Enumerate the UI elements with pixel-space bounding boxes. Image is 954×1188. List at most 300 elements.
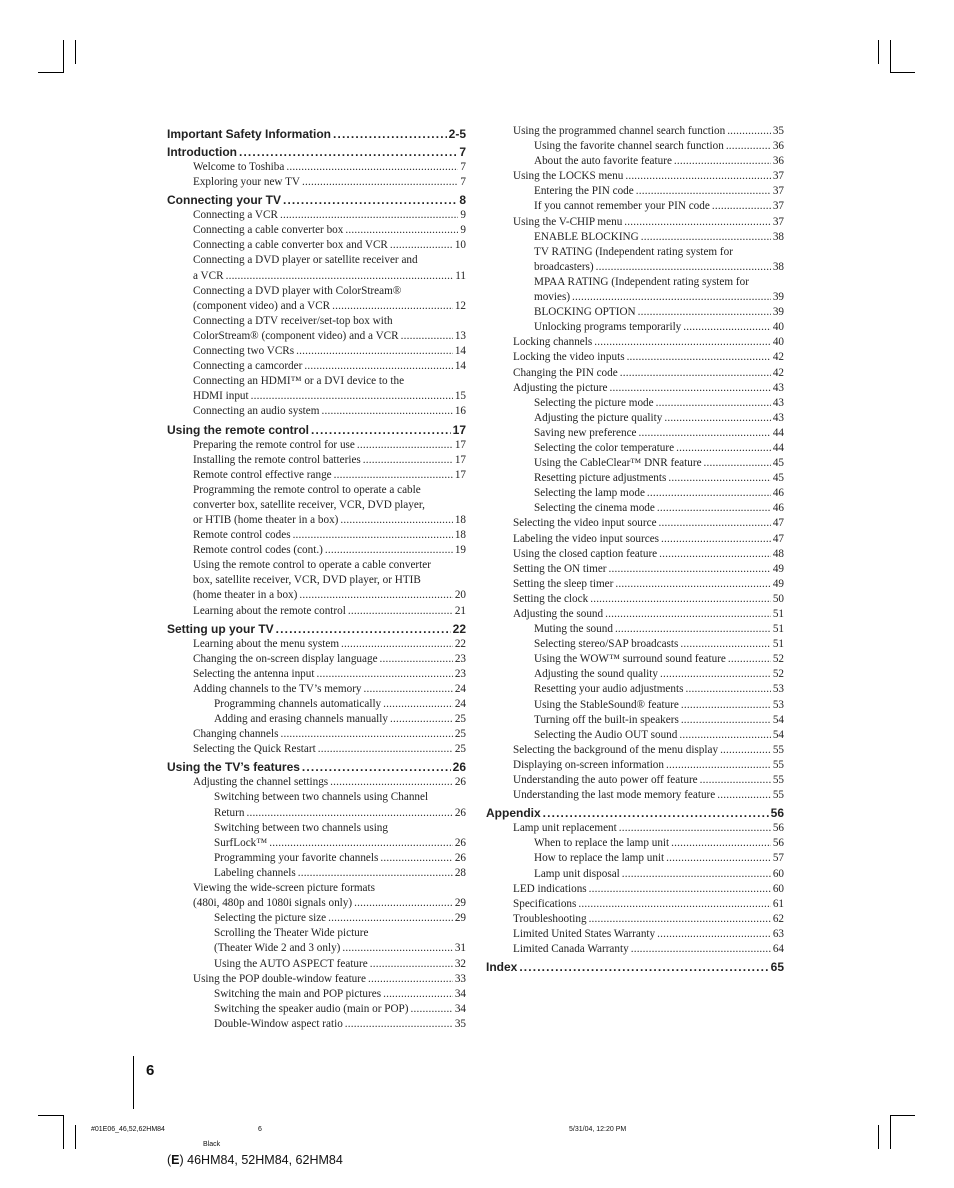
toc-page-number: 64 bbox=[772, 942, 784, 955]
toc-entry-title: Connecting a cable converter box bbox=[193, 224, 344, 237]
toc-left-column bbox=[167, 124, 466, 1032]
toc-entry-text: Switching between two channels using Channel bbox=[214, 791, 429, 804]
toc-entry-text: converter box, satellite receiver, VCR, DVD player, bbox=[193, 498, 425, 511]
toc-section-heading[interactable] bbox=[167, 759, 466, 775]
toc-entry[interactable] bbox=[167, 712, 466, 727]
dot-leader bbox=[302, 759, 451, 775]
toc-page-number: 37 bbox=[772, 200, 784, 213]
toc-entry-title: Connecting a VCR bbox=[193, 209, 278, 222]
toc-entry-text: Using the remote control to operate a cable converter bbox=[193, 559, 431, 572]
toc-page-number: 19 bbox=[454, 544, 466, 557]
toc-page-number: 44 bbox=[772, 441, 784, 454]
toc-entry[interactable] bbox=[486, 532, 784, 547]
toc-entry-title: Learning about the remote control bbox=[193, 604, 346, 617]
dot-leader bbox=[390, 238, 453, 253]
dot-leader bbox=[720, 743, 771, 758]
toc-entry[interactable] bbox=[486, 260, 784, 275]
toc-entry-text: Connecting an HDMI™ or a DVI device to the bbox=[193, 375, 405, 388]
toc-entry[interactable] bbox=[486, 199, 784, 214]
toc-entry[interactable] bbox=[486, 622, 784, 637]
dot-leader bbox=[661, 532, 771, 547]
crop-mark bbox=[878, 1125, 879, 1149]
toc-page-number: 18 bbox=[454, 513, 466, 526]
toc-page-number: 56 bbox=[772, 822, 784, 835]
dot-leader bbox=[664, 411, 770, 426]
toc-entry[interactable] bbox=[167, 742, 466, 757]
toc-entry[interactable] bbox=[167, 528, 466, 543]
dot-leader bbox=[246, 806, 452, 821]
toc-page-number: 53 bbox=[772, 698, 784, 711]
dot-leader bbox=[293, 528, 453, 543]
dot-leader bbox=[727, 124, 771, 139]
toc-entry[interactable] bbox=[486, 912, 784, 927]
toc-page-number: 18 bbox=[454, 529, 466, 542]
toc-entry-title: Saving new preference bbox=[534, 426, 637, 439]
toc-entry[interactable] bbox=[486, 441, 784, 456]
toc-entry[interactable] bbox=[167, 604, 466, 619]
dot-leader bbox=[341, 637, 453, 652]
toc-entry-text: Scrolling the Theater Wide picture bbox=[214, 927, 369, 940]
dot-leader bbox=[383, 987, 453, 1002]
dot-leader bbox=[572, 290, 771, 305]
toc-entry-text: TV RATING (Independent rating system for bbox=[534, 245, 733, 258]
toc-entry[interactable] bbox=[167, 1017, 466, 1032]
toc-entry[interactable] bbox=[486, 456, 784, 471]
dot-leader bbox=[627, 350, 771, 365]
dot-leader bbox=[704, 456, 771, 471]
toc-entry[interactable] bbox=[167, 359, 466, 374]
dot-leader bbox=[304, 359, 452, 374]
crop-mark bbox=[63, 1115, 64, 1149]
dot-leader bbox=[589, 882, 771, 897]
toc-entry[interactable] bbox=[167, 775, 466, 790]
dot-leader bbox=[659, 516, 771, 531]
toc-entry[interactable] bbox=[486, 758, 784, 773]
toc-entry[interactable] bbox=[167, 652, 466, 667]
toc-entry[interactable] bbox=[167, 269, 466, 284]
toc-entry[interactable] bbox=[167, 972, 466, 987]
toc-entry-title: Using the TV’s features bbox=[167, 760, 300, 775]
toc-entry[interactable] bbox=[167, 851, 466, 866]
toc-entry-title: Connecting an audio system bbox=[193, 405, 320, 418]
toc-entry[interactable] bbox=[486, 607, 784, 622]
toc-page-number: 49 bbox=[772, 562, 784, 575]
toc-page-number: 49 bbox=[772, 577, 784, 590]
toc-page-number: 26 bbox=[454, 836, 466, 849]
toc-page-number: 13 bbox=[454, 329, 466, 342]
toc-entry-title: Selecting the picture size bbox=[214, 912, 327, 925]
dot-leader bbox=[659, 547, 771, 562]
toc-page-number: 33 bbox=[454, 972, 466, 985]
toc-entry[interactable] bbox=[486, 169, 784, 184]
dot-leader bbox=[668, 471, 770, 486]
toc-page-number: 37 bbox=[772, 170, 784, 183]
toc-entry[interactable] bbox=[167, 588, 466, 603]
toc-entry-title: Turning off the built-in speakers bbox=[534, 713, 679, 726]
toc-page-number: 51 bbox=[772, 638, 784, 651]
toc-entry[interactable] bbox=[486, 154, 784, 169]
toc-entry-text: Connecting a DVD player with ColorStream® bbox=[193, 284, 402, 297]
toc-entry-title: Troubleshooting bbox=[513, 912, 587, 925]
toc-page-number: 51 bbox=[772, 623, 784, 636]
toc-page-number: 65 bbox=[770, 960, 784, 975]
dot-leader bbox=[299, 588, 452, 603]
toc-page-number: 52 bbox=[772, 653, 784, 666]
toc-entry[interactable] bbox=[486, 516, 784, 531]
toc-entry[interactable] bbox=[486, 411, 784, 426]
toc-entry-title: If you cannot remember your PIN code bbox=[534, 200, 710, 213]
toc-entry-title: Using the V-CHIP menu bbox=[513, 215, 623, 228]
toc-page-number: 29 bbox=[454, 897, 466, 910]
toc-entry-title: Resetting your audio adjustments bbox=[534, 683, 684, 696]
dot-leader bbox=[679, 728, 770, 743]
toc-entry[interactable] bbox=[486, 713, 784, 728]
toc-page-number: 24 bbox=[454, 682, 466, 695]
dot-leader bbox=[333, 126, 447, 142]
dot-leader bbox=[681, 713, 771, 728]
toc-entry[interactable] bbox=[486, 426, 784, 441]
toc-entry[interactable] bbox=[167, 667, 466, 682]
toc-entry[interactable] bbox=[486, 867, 784, 882]
toc-entry[interactable] bbox=[167, 543, 466, 558]
toc-entry[interactable] bbox=[167, 866, 466, 881]
dot-leader bbox=[390, 712, 453, 727]
dot-leader bbox=[609, 562, 771, 577]
toc-entry-title: Setting the sleep timer bbox=[513, 577, 614, 590]
toc-entry[interactable] bbox=[486, 927, 784, 942]
toc-entry-title: (480i, 480p and 1080i signals only) bbox=[193, 897, 353, 910]
toc-entry[interactable] bbox=[486, 562, 784, 577]
toc-entry-title: Preparing the remote control for use bbox=[193, 438, 355, 451]
toc-entry[interactable] bbox=[167, 727, 466, 742]
toc-entry-title: Selecting the lamp mode bbox=[534, 487, 645, 500]
toc-entry-title: Welcome to Toshiba bbox=[193, 161, 285, 173]
toc-page-number: 40 bbox=[772, 321, 784, 334]
toc-page-number: 43 bbox=[772, 396, 784, 409]
dot-leader bbox=[605, 607, 771, 622]
toc-entry[interactable] bbox=[486, 381, 784, 396]
dot-leader bbox=[589, 912, 771, 927]
toc-page-number: 48 bbox=[772, 547, 784, 560]
dot-leader bbox=[619, 821, 771, 836]
dot-leader bbox=[622, 867, 771, 882]
dot-leader bbox=[328, 911, 453, 926]
toc-entry-title: Remote control effective range bbox=[193, 468, 332, 481]
toc-entry-title: Understanding the auto power off feature bbox=[513, 774, 698, 787]
crop-mark bbox=[890, 1115, 891, 1149]
toc-page-number: 12 bbox=[454, 299, 466, 312]
toc-entry[interactable] bbox=[167, 911, 466, 926]
dot-leader bbox=[590, 592, 771, 607]
dot-leader bbox=[638, 305, 771, 320]
dot-leader bbox=[334, 468, 453, 483]
toc-entry-text: box, satellite receiver, VCR, DVD player, or HTIB bbox=[193, 574, 421, 587]
toc-page-number: 43 bbox=[772, 411, 784, 424]
toc-entry[interactable] bbox=[486, 897, 784, 912]
crop-mark bbox=[38, 72, 63, 73]
toc-right-column bbox=[486, 124, 784, 975]
toc-entry-title: Lamp unit replacement bbox=[513, 822, 617, 835]
crop-mark bbox=[890, 72, 915, 73]
toc-page-number: 16 bbox=[454, 405, 466, 418]
toc-page-number: 50 bbox=[772, 592, 784, 605]
toc-page-number: 23 bbox=[454, 652, 466, 665]
dot-leader bbox=[636, 184, 771, 199]
toc-page-number: 24 bbox=[454, 698, 466, 710]
toc-entry[interactable] bbox=[486, 682, 784, 697]
toc-page-number: 10 bbox=[454, 239, 466, 252]
toc-entry[interactable] bbox=[486, 305, 784, 320]
toc-entry[interactable] bbox=[486, 290, 784, 305]
toc-page-number: 25 bbox=[454, 743, 466, 756]
toc-page-number: 44 bbox=[772, 426, 784, 439]
toc-entry-title: LED indications bbox=[513, 882, 587, 895]
toc-page-number: 26 bbox=[454, 806, 466, 819]
toc-entry[interactable] bbox=[486, 743, 784, 758]
toc-page-number: 35 bbox=[772, 125, 784, 137]
toc-entry[interactable] bbox=[167, 438, 466, 453]
toc-entry-title: Appendix bbox=[486, 806, 541, 821]
toc-entry[interactable] bbox=[486, 139, 784, 154]
toc-entry-text: Programming the remote control to operate a cable bbox=[193, 483, 421, 496]
toc-page-number: 17 bbox=[454, 453, 466, 466]
dot-leader bbox=[239, 144, 457, 160]
toc-entry-title: Selecting the Audio OUT sound bbox=[534, 728, 678, 741]
toc-section-heading[interactable] bbox=[486, 959, 784, 975]
toc-page-number: 22 bbox=[452, 621, 466, 636]
toc-page-number: 54 bbox=[772, 713, 784, 726]
toc-section-heading[interactable] bbox=[167, 422, 466, 438]
toc-entry[interactable] bbox=[167, 697, 466, 712]
toc-entry-title: (home theater in a box) bbox=[193, 589, 298, 602]
toc-entry[interactable] bbox=[486, 788, 784, 803]
toc-page-number: 61 bbox=[772, 897, 784, 910]
toc-entry-title: Connecting a camcorder bbox=[193, 360, 303, 373]
dot-leader bbox=[625, 169, 770, 184]
dot-leader bbox=[660, 667, 771, 682]
toc-entry[interactable] bbox=[167, 682, 466, 697]
toc-entry[interactable] bbox=[167, 836, 466, 851]
toc-entry[interactable] bbox=[486, 547, 784, 562]
dot-leader bbox=[383, 697, 453, 712]
toc-section-heading[interactable] bbox=[167, 126, 466, 142]
toc-page-number: 55 bbox=[772, 774, 784, 787]
toc-entry-title: Selecting the Quick Restart bbox=[193, 743, 316, 756]
dot-leader bbox=[345, 1017, 453, 1032]
dot-leader bbox=[364, 682, 453, 697]
dot-leader bbox=[683, 320, 771, 335]
toc-page-number: 17 bbox=[452, 422, 466, 437]
toc-page-number: 42 bbox=[772, 351, 784, 364]
toc-entry-title: Changing channels bbox=[193, 728, 279, 741]
dot-leader bbox=[325, 543, 453, 558]
toc-entry[interactable] bbox=[486, 124, 784, 139]
toc-entry[interactable] bbox=[486, 698, 784, 713]
dot-leader bbox=[674, 154, 771, 169]
dot-leader bbox=[615, 577, 770, 592]
toc-entry[interactable] bbox=[486, 577, 784, 592]
toc-page-number: 53 bbox=[772, 683, 784, 696]
toc-entry[interactable] bbox=[486, 821, 784, 836]
toc-section-heading[interactable] bbox=[167, 144, 466, 160]
toc-page-number: 55 bbox=[772, 789, 784, 802]
toc-entry[interactable] bbox=[167, 389, 466, 404]
toc-entry[interactable] bbox=[486, 652, 784, 667]
toc-entry[interactable] bbox=[486, 215, 784, 230]
toc-entry[interactable] bbox=[486, 836, 784, 851]
toc-entry[interactable] bbox=[486, 486, 784, 501]
dot-leader bbox=[269, 836, 453, 851]
toc-entry[interactable] bbox=[486, 942, 784, 957]
toc-page-number: 26 bbox=[452, 760, 466, 775]
toc-page-number: 60 bbox=[772, 882, 784, 895]
toc-entry-title: How to replace the lamp unit bbox=[534, 852, 665, 865]
footer-date: 5/31/04, 12:20 PM bbox=[569, 1126, 627, 1133]
dot-leader bbox=[615, 622, 771, 637]
dot-leader bbox=[280, 727, 452, 742]
toc-page-number: 39 bbox=[772, 291, 784, 304]
toc-page-number: 7 bbox=[460, 176, 466, 189]
toc-entry-title: Muting the sound bbox=[534, 623, 613, 636]
toc-entry[interactable] bbox=[167, 208, 466, 223]
toc-entry[interactable] bbox=[486, 230, 784, 245]
toc-entry[interactable] bbox=[167, 453, 466, 468]
toc-entry[interactable] bbox=[167, 806, 466, 821]
toc-entry[interactable] bbox=[167, 513, 466, 528]
toc-section-heading[interactable] bbox=[486, 805, 784, 821]
toc-entry[interactable] bbox=[486, 471, 784, 486]
toc-entry[interactable] bbox=[486, 366, 784, 381]
toc-page-number: 45 bbox=[772, 472, 784, 485]
toc-entry[interactable] bbox=[167, 468, 466, 483]
toc-entry-title: Switching the speaker audio (main or POP) bbox=[214, 1002, 409, 1015]
toc-entry[interactable] bbox=[167, 160, 466, 175]
toc-page-number: 23 bbox=[454, 667, 466, 680]
toc-page-number: 46 bbox=[772, 502, 784, 515]
toc-entry-title: Connecting two VCRs bbox=[193, 345, 295, 358]
toc-page-number: 28 bbox=[454, 866, 466, 879]
toc-entry[interactable] bbox=[167, 987, 466, 1002]
toc-page-number: 37 bbox=[772, 185, 784, 198]
toc-entry[interactable] bbox=[167, 329, 466, 344]
toc-entry-title: BLOCKING OPTION bbox=[534, 306, 636, 319]
toc-entry[interactable] bbox=[486, 592, 784, 607]
toc-entry-title: Setting the clock bbox=[513, 592, 589, 605]
toc-page-number: 45 bbox=[772, 457, 784, 470]
toc-page-number: 9 bbox=[460, 224, 466, 237]
toc-entry[interactable] bbox=[486, 396, 784, 411]
toc-entry-title: broadcasters) bbox=[534, 260, 594, 273]
footer-sheet-number: 6 bbox=[258, 1126, 262, 1133]
toc-entry[interactable] bbox=[486, 350, 784, 365]
dot-leader bbox=[620, 366, 771, 381]
toc-entry-title: Lamp unit disposal bbox=[534, 867, 620, 880]
toc-section-heading[interactable] bbox=[167, 192, 466, 208]
dot-leader bbox=[354, 896, 453, 911]
dot-leader bbox=[717, 788, 771, 803]
toc-entry-title: Changing the PIN code bbox=[513, 366, 618, 379]
toc-entry-title: When to replace the lamp unit bbox=[534, 837, 670, 850]
crop-mark bbox=[63, 40, 64, 73]
toc-entry-title: Resetting picture adjustments bbox=[534, 472, 667, 485]
toc-entry[interactable] bbox=[167, 223, 466, 238]
toc-entry-title: Connecting a cable converter box and VCR bbox=[193, 239, 388, 252]
toc-entry[interactable] bbox=[486, 773, 784, 788]
toc-entry-title: movies) bbox=[534, 291, 571, 304]
toc-entry-title: Setting up your TV bbox=[167, 621, 274, 636]
toc-entry-title: Learning about the menu system bbox=[193, 637, 340, 650]
toc-page-number: 52 bbox=[772, 668, 784, 681]
toc-entry-title: Using the LOCKS menu bbox=[513, 170, 624, 183]
toc-entry-title: Selecting the color temperature bbox=[534, 441, 675, 454]
dot-leader bbox=[357, 438, 453, 453]
toc-entry[interactable] bbox=[167, 957, 466, 972]
toc-entry[interactable] bbox=[167, 637, 466, 652]
toc-entry-title: Important Safety Information bbox=[167, 127, 332, 141]
toc-entry-text: Connecting a DTV receiver/set-top box with bbox=[193, 314, 393, 327]
dot-leader bbox=[578, 897, 770, 912]
crop-mark bbox=[75, 1125, 76, 1149]
toc-entry[interactable] bbox=[486, 851, 784, 866]
toc-entry[interactable] bbox=[486, 320, 784, 335]
toc-section-heading[interactable] bbox=[167, 621, 466, 637]
toc-entry-title: (Theater Wide 2 and 3 only) bbox=[214, 942, 341, 955]
toc-page-number: 17 bbox=[454, 468, 466, 481]
dot-leader bbox=[318, 742, 453, 757]
toc-page-number: 37 bbox=[772, 215, 784, 228]
toc-entry-title: a VCR bbox=[193, 269, 224, 282]
toc-page-number: 51 bbox=[772, 608, 784, 620]
toc-entry-title: Exploring your new TV bbox=[193, 176, 300, 189]
dot-leader bbox=[641, 230, 771, 245]
toc-page-number: 34 bbox=[454, 1002, 466, 1015]
toc-entry[interactable] bbox=[167, 299, 466, 314]
toc-entry-title: About the auto favorite feature bbox=[534, 155, 672, 168]
toc-entry[interactable] bbox=[486, 667, 784, 682]
dot-leader bbox=[345, 223, 458, 238]
toc-entry-title: Adjusting the channel settings bbox=[193, 776, 329, 789]
toc-entry[interactable] bbox=[167, 1002, 466, 1017]
toc-entry[interactable] bbox=[486, 637, 784, 652]
toc-entry[interactable] bbox=[167, 404, 466, 419]
toc-entry[interactable] bbox=[167, 238, 466, 253]
toc-page-number: 29 bbox=[454, 912, 466, 925]
toc-entry[interactable] bbox=[167, 344, 466, 359]
toc-entry-title: Unlocking programs temporarily bbox=[534, 321, 682, 334]
dot-leader bbox=[330, 775, 453, 790]
toc-page-number: 56 bbox=[770, 806, 784, 821]
toc-entry-title: Selecting the background of the menu display bbox=[513, 743, 719, 756]
toc-entry[interactable] bbox=[167, 896, 466, 911]
toc-page-number: 55 bbox=[772, 758, 784, 771]
dot-leader bbox=[340, 513, 452, 528]
toc-page-number: 35 bbox=[454, 1017, 466, 1030]
toc-page-number: 15 bbox=[454, 390, 466, 403]
toc-entry[interactable] bbox=[167, 175, 466, 190]
dot-leader bbox=[728, 652, 771, 667]
toc-entry[interactable] bbox=[486, 184, 784, 199]
toc-entry[interactable] bbox=[486, 882, 784, 897]
toc-entry[interactable] bbox=[486, 501, 784, 516]
toc-entry-title: Selecting the antenna input bbox=[193, 667, 315, 680]
toc-entry[interactable] bbox=[167, 941, 466, 956]
toc-entry[interactable] bbox=[486, 335, 784, 350]
toc-entry-title: Installing the remote control batteries bbox=[193, 453, 361, 466]
crop-mark bbox=[75, 40, 76, 64]
toc-page-number: 17 bbox=[454, 438, 466, 451]
dot-leader bbox=[380, 851, 452, 866]
toc-entry[interactable] bbox=[486, 728, 784, 743]
